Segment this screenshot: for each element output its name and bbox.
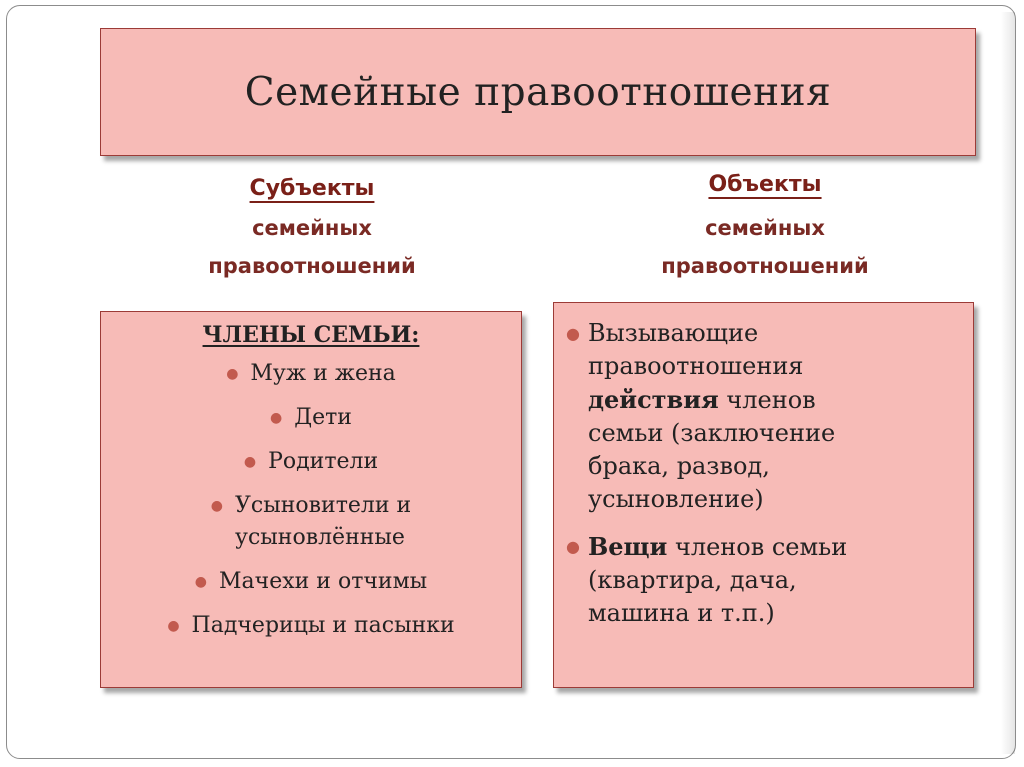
- subjects-heading: [172, 172, 452, 285]
- list-item: [101, 358, 521, 390]
- bullet-icon: ●: [566, 324, 580, 343]
- obj2-line3: машина и т.п.): [588, 599, 775, 627]
- bullet-icon: ●: [270, 410, 283, 426]
- obj1-line6: усыновление): [588, 485, 764, 513]
- list-item: [101, 402, 521, 434]
- objects-heading-sub1: семейных: [705, 216, 825, 240]
- objects-heading-sub2: правоотношений: [661, 254, 869, 278]
- subjects-heading-sub2: правоотношений: [208, 254, 416, 278]
- obj2-bold: Вещи: [588, 532, 668, 561]
- bullet-icon: ●: [167, 618, 180, 634]
- list-item-text: Муж и жена: [250, 361, 396, 386]
- obj1-line5: брака, развод,: [588, 452, 770, 480]
- obj2-line2: (квартира, дача,: [588, 566, 797, 594]
- list-item-text: Усыновители и: [235, 493, 412, 518]
- list-item-text-block: [588, 530, 847, 630]
- list-item-text: Падчерицы и пасынки: [191, 613, 455, 638]
- subjects-box: [100, 311, 522, 688]
- list-item: [101, 566, 521, 598]
- obj1-line3: членов: [718, 386, 816, 414]
- list-item-text-block: [235, 490, 411, 554]
- list-item: [566, 317, 965, 516]
- obj1-line1: Вызывающие: [588, 319, 759, 347]
- obj1-bold: действия: [588, 385, 719, 414]
- subjects-heading-sub1: семейных: [252, 216, 372, 240]
- family-members-list: [101, 358, 521, 642]
- list-item-text-block: [588, 317, 835, 516]
- bullet-icon: ●: [566, 537, 580, 556]
- bullet-icon: ●: [243, 454, 257, 470]
- objects-list: [554, 317, 973, 630]
- bullet-icon: ●: [210, 498, 224, 514]
- list-item-text: Дети: [294, 405, 352, 430]
- obj1-line2: правоотношения: [588, 352, 804, 380]
- list-item: [566, 530, 965, 630]
- title-box: [100, 28, 976, 156]
- family-members-title: ЧЛЕНЫ СЕМЬИ:: [202, 322, 420, 348]
- obj1-line4: семьи (заключение: [588, 419, 836, 447]
- list-item: [101, 610, 521, 642]
- list-item-text: Мачехи и отчимы: [219, 569, 428, 594]
- objects-heading-main: Объекты: [708, 172, 822, 197]
- list-item: [101, 446, 521, 478]
- list-item-text: Родители: [268, 449, 379, 474]
- obj2-line1: членов семьи: [667, 533, 848, 561]
- list-item: [101, 490, 521, 554]
- objects-heading: [600, 170, 930, 285]
- bullet-icon: ●: [226, 366, 239, 382]
- bullet-icon: ●: [194, 574, 208, 590]
- objects-box: [553, 302, 974, 688]
- subjects-heading-main: Субъекты: [249, 176, 375, 201]
- slide-edge-shadow: [1001, 12, 1015, 754]
- slide-title: Семейные правоотношения: [244, 69, 832, 115]
- list-item-text-cont: усыновлённые: [235, 525, 405, 550]
